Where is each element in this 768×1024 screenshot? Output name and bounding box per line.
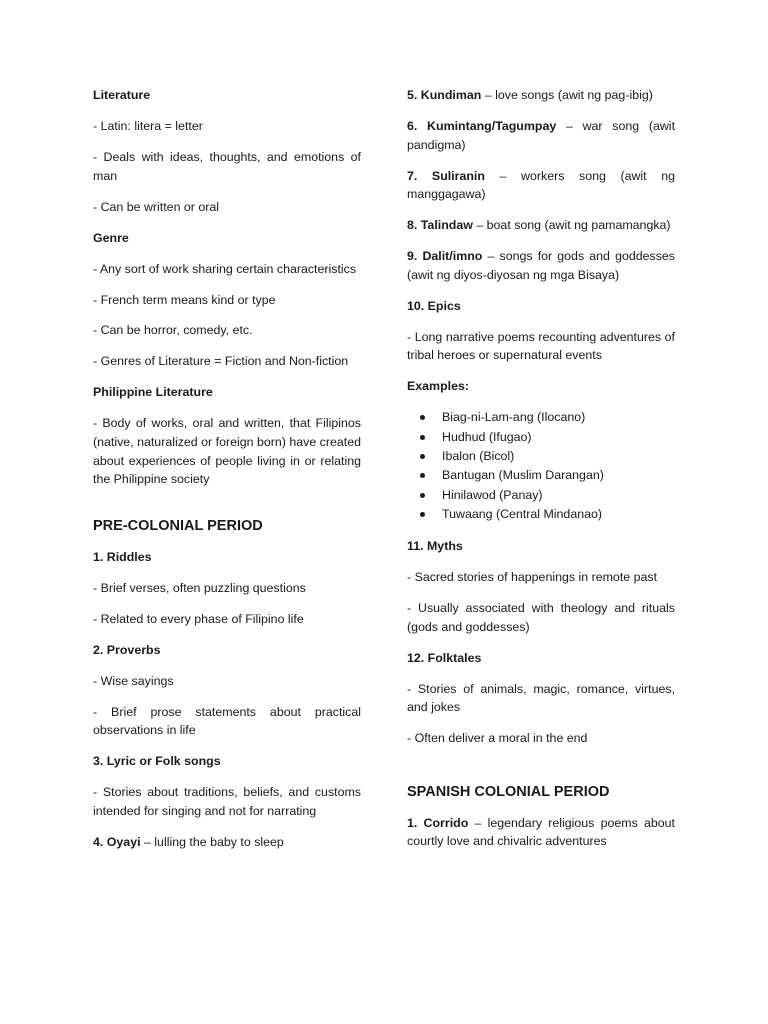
entry-kundiman: [407, 86, 675, 105]
proverbs-point: - Wise sayings: [93, 673, 174, 688]
list-item: Bantugan (Muslim Darangan): [407, 466, 675, 485]
desc-corrido: – legendary religious poems about courtly love and chivalric adventures: [407, 815, 675, 849]
list-item: Ibalon (Bicol): [407, 447, 675, 466]
desc-kumintang: – war song (awit pandigma): [407, 118, 676, 152]
entry-dalit: [407, 247, 675, 284]
folktales-point: - Stories of animals, magic, romance, virtues, and jokes: [407, 681, 675, 715]
literature-point: - Latin: litera = letter: [93, 118, 203, 133]
entry-kumintang: [407, 117, 675, 154]
myths-point: - Sacred stories of happenings in remote past: [407, 570, 658, 585]
list-item: Biag-ni-Lam-ang (Ilocano): [407, 408, 675, 427]
riddles-point: - Related to every phase of Filipino life: [93, 611, 304, 626]
list-item: Hinilawod (Panay): [407, 486, 675, 505]
riddles-point: - Brief verses, often puzzling questions: [93, 580, 306, 595]
genre-point: - Can be horror, comedy, etc.: [93, 323, 253, 338]
desc-oyayi: – lulling the baby to sleep: [140, 834, 284, 849]
heading-examples: Examples:: [407, 379, 469, 394]
term-kundiman: 5. Kundiman: [407, 88, 482, 102]
heading-epics: 10. Epics: [407, 298, 461, 313]
heading-folktales: 12. Folktales: [407, 650, 482, 665]
left-column: [93, 86, 361, 864]
desc-dalit: – songs for gods and goddesses (awit ng diyos-diyosan ng mga Bisaya): [407, 249, 676, 282]
genre-point: - French term means kind or type: [93, 292, 276, 307]
literature-point: - Can be written or oral: [93, 199, 220, 214]
section-heading-pre-colonial: PRE-COLONIAL PERIOD: [93, 517, 263, 534]
term-talindaw: 8. Talindaw: [407, 218, 473, 233]
folktales-point: - Often deliver a moral in the end: [407, 731, 588, 746]
heading-literature: Literature: [93, 88, 151, 102]
literature-point: - Deals with ideas, thoughts, and emotions of man: [93, 149, 361, 183]
heading-myths: 11. Myths: [407, 539, 463, 554]
lyric-point: - Stories about traditions, beliefs, and customs intended for singing and not for narrating: [93, 785, 361, 818]
heading-philippine-literature: Philippine Literature: [93, 385, 213, 400]
heading-genre: Genre: [93, 230, 129, 245]
genre-point: - Genres of Literature = Fiction and Non-fiction: [93, 354, 349, 369]
myths-point: - Usually associated with theology and rituals (gods and goddesses): [407, 601, 675, 634]
list-item: Hudhud (Ifugao): [407, 428, 675, 447]
term-corrido: 1. Corrido: [407, 815, 469, 830]
proverbs-point: - Brief prose statements about practical observations in life: [93, 704, 361, 738]
desc-talindaw: – boat song (awit ng pamamangka): [472, 218, 671, 233]
term-oyayi: 4. Oyayi: [93, 834, 141, 849]
section-heading-spanish-colonial: SPANISH COLONIAL PERIOD: [407, 783, 610, 800]
term-kumintang: 6. Kumintang/Tagumpay: [407, 118, 557, 133]
desc-suliranin: – workers song (awit ng manggagawa): [407, 168, 675, 202]
epic-examples-list: [407, 408, 675, 524]
term-dalit: 9. Dalit/imno: [407, 249, 483, 264]
heading-riddles: 1. Riddles: [93, 549, 152, 564]
list-item: Tuwaang (Central Mindanao): [407, 505, 675, 524]
entry-oyayi: [93, 833, 361, 852]
philippine-literature-point: - Body of works, oral and written, that Filipinos (native, naturalized or foreign born) have created about experiences of people living in or relating the Philippine society: [93, 416, 361, 487]
desc-kundiman: – love songs (awit ng pag-ibig): [481, 88, 653, 102]
epics-point: - Long narrative poems recounting adventures of tribal heroes or supernatural events: [407, 329, 675, 363]
term-suliranin: 7. Suliranin: [407, 168, 485, 183]
heading-proverbs: 2. Proverbs: [93, 642, 161, 657]
right-column: [407, 86, 675, 863]
entry-suliranin: [407, 167, 675, 204]
genre-point: - Any sort of work sharing certain characteristics: [93, 261, 357, 276]
entry-corrido: [407, 814, 675, 851]
entry-talindaw: [407, 216, 675, 235]
heading-lyric-folk-songs: 3. Lyric or Folk songs: [93, 754, 221, 769]
